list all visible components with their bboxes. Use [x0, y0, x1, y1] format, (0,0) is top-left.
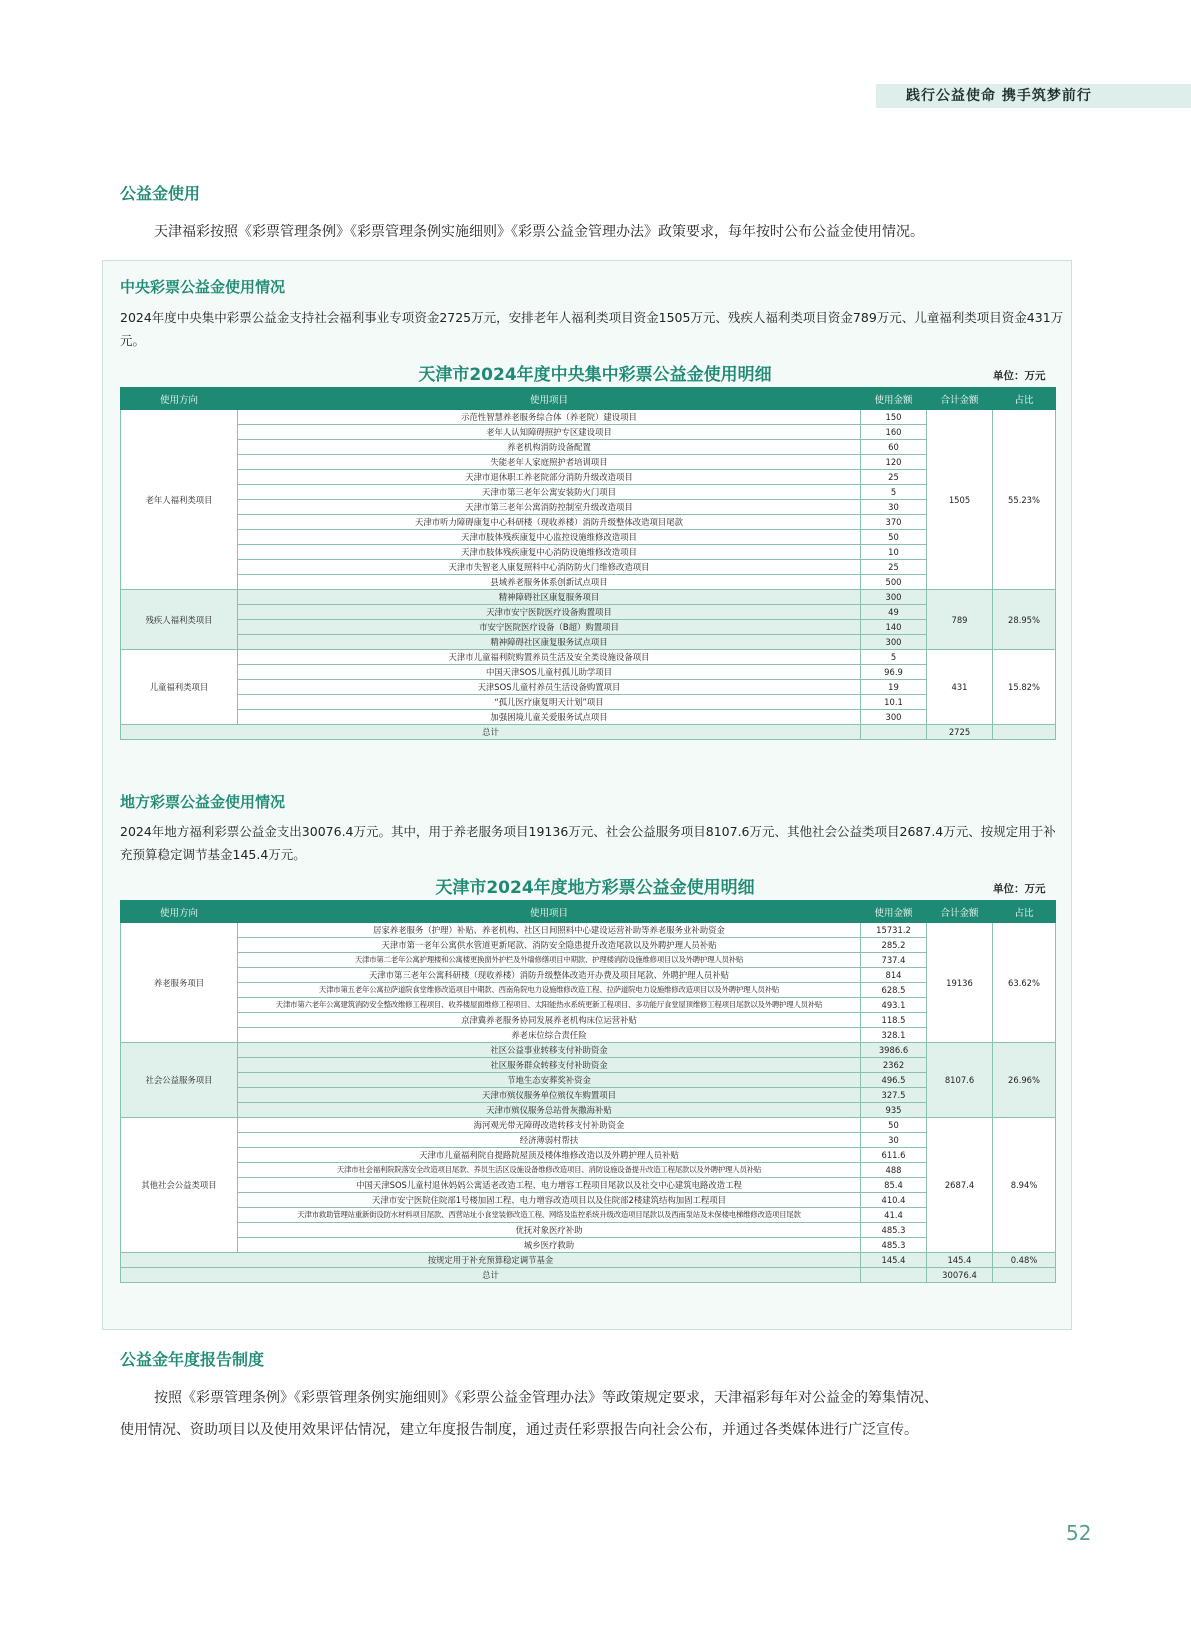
ratio-cell: 8.94%	[993, 1118, 1056, 1253]
table-header-row	[121, 901, 1056, 923]
amount-cell: 15731.2	[861, 923, 927, 938]
central-table-title: 天津市2024年度中央集中彩票公益金使用明细	[418, 365, 772, 385]
ratio-cell: 55.23%	[993, 410, 1056, 590]
paragraph-line: 天津福彩按照《彩票管理条例》《彩票管理条例实施细则》《彩票公益金管理办法》政策要求，每年按时公布公益金使用情况。	[154, 224, 924, 240]
project-cell: 节地生态安葬奖补资金	[238, 1073, 861, 1088]
project-cell: “孤儿医疗康复明天计划”项目	[238, 695, 861, 710]
amount-cell: 5	[861, 485, 927, 500]
group-total-cell: 2687.4	[927, 1118, 993, 1253]
column-header: 使用方向	[121, 388, 238, 410]
amount-cell: 611.6	[861, 1148, 927, 1163]
project-cell: 天津市救助管理站重新街设防水材料项目尾款、西营站址小食堂装修改造工程、网络及监控系统升级改造项目尾款以及西南泵站及未保楼电梯维修改造项目尾款	[238, 1208, 861, 1223]
table-row	[121, 1073, 1056, 1088]
amount-cell: 19	[861, 680, 927, 695]
table-row	[121, 650, 1056, 665]
table-row	[121, 1118, 1056, 1133]
amount-cell: 500	[861, 575, 927, 590]
direction-cell: 社会公益服务项目	[121, 1043, 238, 1118]
page-number: 52	[1066, 1521, 1092, 1545]
table-row	[121, 1223, 1056, 1238]
project-cell: 天津市退休职工养老院部分消防升级改造项目	[238, 470, 861, 485]
table-row	[121, 515, 1056, 530]
ratio-cell: 0.48%	[993, 1253, 1056, 1268]
amount-cell: 30	[861, 500, 927, 515]
central-paragraph: 2024年度中央集中彩票公益金支持社会福利事业专项资金2725万元，安排老年人福利类项目资金1505万元、残疾人福利类项目资金789万元、儿童福利类项目资金431万元。	[120, 310, 1064, 348]
amount-cell: 328.1	[861, 1028, 927, 1043]
table-row	[121, 560, 1056, 575]
project-cell: 天津市第三老年公寓安装防火门项目	[238, 485, 861, 500]
group-total-cell: 8107.6	[927, 1043, 993, 1118]
table-row	[121, 665, 1056, 680]
reserve-label-cell: 按规定用于补充预算稳定调节基金	[121, 1253, 861, 1268]
table-row	[121, 635, 1056, 650]
total-label-cell: 总计	[121, 725, 861, 740]
table-row	[121, 440, 1056, 455]
amount-cell: 10.1	[861, 695, 927, 710]
project-cell: 天津市第三老年公寓科研楼（现收养楼）消防升级整体改造开办费及项目尾款、外聘护理人员补贴	[238, 968, 861, 983]
direction-cell: 儿童福利类项目	[121, 650, 238, 725]
ratio-cell: 15.82%	[993, 650, 1056, 725]
table-row	[121, 500, 1056, 515]
reserve-row	[121, 1253, 1056, 1268]
project-cell: 天津市安宁医院住院部1号楼加固工程、电力增容改造项目以及住院部2楼建筑结构加固工程项目	[238, 1193, 861, 1208]
local-detail-table	[120, 900, 1056, 1283]
amount-cell: 935	[861, 1103, 927, 1118]
amount-cell: 5	[861, 650, 927, 665]
group-total-cell: 145.4	[927, 1253, 993, 1268]
section-usage-paragraph	[154, 216, 1064, 248]
project-cell: 天津市听力障碍康复中心科研楼（现收养楼）消防升级整体改造项目尾款	[238, 515, 861, 530]
project-cell: 居家养老服务（护理）补贴、养老机构、社区日间照料中心建设运营补助等养老服务业补助资金	[238, 923, 861, 938]
amount-cell: 485.3	[861, 1223, 927, 1238]
amount-cell: 25	[861, 560, 927, 575]
project-cell: 天津市第一老年公寓供水管道更新尾款、消防安全隐患提升改造尾款以及外聘护理人员补贴	[238, 938, 861, 953]
table-row	[121, 605, 1056, 620]
table-row	[121, 410, 1056, 425]
local-title: 地方彩票公益金使用情况	[120, 793, 286, 811]
project-cell: 县域养老服务体系创新试点项目	[238, 575, 861, 590]
amount-cell: 49	[861, 605, 927, 620]
project-cell: 天津市儿童福利院自提路院屋顶及楼体维修改造以及外聘护理人员补贴	[238, 1148, 861, 1163]
amount-cell: 327.5	[861, 1088, 927, 1103]
project-cell: 精神障碍社区康复服务试点项目	[238, 635, 861, 650]
amount-cell: 493.1	[861, 998, 927, 1013]
table-row	[121, 1088, 1056, 1103]
table-row	[121, 455, 1056, 470]
group-total-cell: 1505	[927, 410, 993, 590]
table-row	[121, 680, 1056, 695]
central-table-unit: 单位：万元	[993, 370, 1046, 382]
direction-cell: 其他社会公益类项目	[121, 1118, 238, 1253]
project-cell: 市安宁医院医疗设备（B超）购置项目	[238, 620, 861, 635]
table-row	[121, 1133, 1056, 1148]
local-table-title: 天津市2024年度地方彩票公益金使用明细	[435, 878, 755, 898]
project-cell: 天津市第三老年公寓消防控制室升级改造项目	[238, 500, 861, 515]
amount-cell: 3986.6	[861, 1043, 927, 1058]
section-title-usage: 公益金使用	[120, 184, 201, 203]
project-cell: 老年人认知障碍照护专区建设项目	[238, 425, 861, 440]
amount-cell: 10	[861, 545, 927, 560]
table-row	[121, 530, 1056, 545]
project-cell: 天津市第六老年公寓建筑消防安全整改维修工程项目、收养楼屋面维修工程项目、太阳能热水系统更新工程项目、多功能厅食堂屋顶维修工程项目尾款以及外聘护理人员补贴	[238, 998, 861, 1013]
amount-cell: 488	[861, 1163, 927, 1178]
table-row	[121, 1148, 1056, 1163]
amount-cell: 496.5	[861, 1073, 927, 1088]
column-header: 合计金额	[927, 388, 993, 410]
project-cell: 天津市社会福利院院落安全改造项目尾款、养员生活区设施设备维修改造项目、消防设施设备提升改造工程尾款以及外聘护理人员补贴	[238, 1163, 861, 1178]
project-cell: 经济薄弱村帮扶	[238, 1133, 861, 1148]
project-cell: 精神障碍社区康复服务项目	[238, 590, 861, 605]
section-title-report: 公益金年度报告制度	[120, 1350, 265, 1369]
project-cell: 示范性智慧养老服务综合体（养老院）建设项目	[238, 410, 861, 425]
ratio-cell: 28.95%	[993, 590, 1056, 650]
amount-cell: 737.4	[861, 953, 927, 968]
paragraph-line: 使用情况、资助项目以及使用效果评估情况，建立年度报告制度，通过责任彩票报告向社会公布，并通过各类媒体进行广泛宣传。	[120, 1422, 918, 1438]
column-header: 使用金额	[861, 901, 927, 923]
table-row	[121, 923, 1056, 938]
table-row	[121, 710, 1056, 725]
amount-cell: 814	[861, 968, 927, 983]
table-row	[121, 590, 1056, 605]
amount-cell: 50	[861, 1118, 927, 1133]
amount-cell: 41.4	[861, 1208, 927, 1223]
project-cell: 社区公益事业转移支付补助资金	[238, 1043, 861, 1058]
direction-cell: 养老服务项目	[121, 923, 238, 1043]
project-cell: 海河观光带无障碍改造转移支付补助资金	[238, 1118, 861, 1133]
column-header: 使用方向	[121, 901, 238, 923]
table-row	[121, 983, 1056, 998]
empty-cell	[993, 1268, 1056, 1283]
central-detail-table	[120, 387, 1056, 740]
local-table-unit: 单位：万元	[993, 883, 1046, 895]
project-cell: 天津SOS儿童村养员生活设备购置项目	[238, 680, 861, 695]
amount-cell: 300	[861, 590, 927, 605]
ratio-cell: 26.96%	[993, 1043, 1056, 1118]
table-row	[121, 575, 1056, 590]
table-row	[121, 620, 1056, 635]
project-cell: 京津冀养老服务协同发展养老机构床位运营补贴	[238, 1013, 861, 1028]
amount-cell: 410.4	[861, 1193, 927, 1208]
direction-cell: 老年人福利类项目	[121, 410, 238, 590]
table-row	[121, 470, 1056, 485]
table-row	[121, 695, 1056, 710]
amount-cell: 118.5	[861, 1013, 927, 1028]
direction-cell: 残疾人福利类项目	[121, 590, 238, 650]
project-cell: 优抚对象医疗补助	[238, 1223, 861, 1238]
amount-cell: 2362	[861, 1058, 927, 1073]
column-header: 合计金额	[927, 901, 993, 923]
amount-cell: 120	[861, 455, 927, 470]
group-total-cell: 789	[927, 590, 993, 650]
total-label-cell: 总计	[121, 1268, 861, 1283]
amount-cell: 370	[861, 515, 927, 530]
amount-cell: 50	[861, 530, 927, 545]
table-row	[121, 1178, 1056, 1193]
amount-cell: 140	[861, 620, 927, 635]
project-cell: 天津市肢体残疾康复中心监控设施维修改造项目	[238, 530, 861, 545]
empty-cell	[861, 725, 927, 740]
header-slogan: 践行公益使命 携手筑梦前行	[906, 88, 1092, 104]
local-paragraph: 2024年地方福利彩票公益金支出30076.4万元。其中，用于养老服务项目19136万元、社会公益服务项目8107.6万元、其他社会公益类项目2687.4万元、按规定用于补充预算稳定调节基金145.4万元。	[120, 824, 1056, 862]
table-row	[121, 998, 1056, 1013]
ratio-cell: 63.62%	[993, 923, 1056, 1043]
project-cell: 天津市儿童福利院购置养员生活及安全类设施设备项目	[238, 650, 861, 665]
project-cell: 城乡医疗救助	[238, 1238, 861, 1253]
empty-cell	[993, 725, 1056, 740]
project-cell: 社区服务群众转移支付补助资金	[238, 1058, 861, 1073]
project-cell: 天津市失智老人康复照料中心消防防火门维修改造项目	[238, 560, 861, 575]
amount-cell: 150	[861, 410, 927, 425]
table-row	[121, 1058, 1056, 1073]
table-row	[121, 1043, 1056, 1058]
amount-cell: 628.5	[861, 983, 927, 998]
table-row	[121, 485, 1056, 500]
column-header: 使用金额	[861, 388, 927, 410]
table-row	[121, 425, 1056, 440]
column-header: 使用项目	[238, 388, 861, 410]
section-report-paragraph	[120, 1382, 1070, 1446]
amount-cell: 96.9	[861, 665, 927, 680]
amount-cell: 300	[861, 635, 927, 650]
amount-cell: 300	[861, 710, 927, 725]
amount-cell: 30	[861, 1133, 927, 1148]
total-row	[121, 1268, 1056, 1283]
project-cell: 天津市殡仪服务总站骨灰撒海补贴	[238, 1103, 861, 1118]
project-cell: 天津市殡仪服务单位殡仪车购置项目	[238, 1088, 861, 1103]
table-row	[121, 1163, 1056, 1178]
table-row	[121, 545, 1056, 560]
amount-cell: 285.2	[861, 938, 927, 953]
total-row	[121, 725, 1056, 740]
table-row	[121, 1193, 1056, 1208]
table-row	[121, 968, 1056, 983]
column-header: 占比	[993, 388, 1056, 410]
group-total-cell: 431	[927, 650, 993, 725]
grand-total-cell: 30076.4	[927, 1268, 993, 1283]
table-row	[121, 1238, 1056, 1253]
amount-cell: 60	[861, 440, 927, 455]
amount-cell: 85.4	[861, 1178, 927, 1193]
amount-cell: 145.4	[861, 1253, 927, 1268]
project-cell: 天津市第二老年公寓护理楼和公寓楼更换窗外护栏及外墙修缮项目中期款、护理楼消防设施维修项目以及外聘护理人员补贴	[238, 953, 861, 968]
project-cell: 中国天津SOS儿童村退休妈妈公寓适老改造工程、电力增容工程项目尾款以及社交中心建筑电路改造工程	[238, 1178, 861, 1193]
table-row	[121, 953, 1056, 968]
project-cell: 加强困境儿童关爱服务试点项目	[238, 710, 861, 725]
grand-total-cell: 2725	[927, 725, 993, 740]
project-cell: 天津市第五老年公寓拉萨道院食堂维修改造项目中期款、西南角院电力设施维修改造工程、拉萨道院电力设施维修改造项目以及外聘护理人员补贴	[238, 983, 861, 998]
table-row	[121, 938, 1056, 953]
table-header-row	[121, 388, 1056, 410]
table-row	[121, 1028, 1056, 1043]
column-header: 使用项目	[238, 901, 861, 923]
central-title: 中央彩票公益金使用情况	[120, 278, 286, 296]
amount-cell: 25	[861, 470, 927, 485]
project-cell: 养老床位综合责任险	[238, 1028, 861, 1043]
table-row	[121, 1103, 1056, 1118]
empty-cell	[861, 1268, 927, 1283]
project-cell: 天津市肢体残疾康复中心消防设施维修改造项目	[238, 545, 861, 560]
table-row	[121, 1208, 1056, 1223]
project-cell: 中国天津SOS儿童村孤儿助学项目	[238, 665, 861, 680]
amount-cell: 160	[861, 425, 927, 440]
group-total-cell: 19136	[927, 923, 993, 1043]
table-row	[121, 1013, 1056, 1028]
project-cell: 失能老年人家庭照护者培训项目	[238, 455, 861, 470]
project-cell: 养老机构消防设备配置	[238, 440, 861, 455]
amount-cell: 485.3	[861, 1238, 927, 1253]
project-cell: 天津市安宁医院医疗设备购置项目	[238, 605, 861, 620]
paragraph-line: 按照《彩票管理条例》《彩票管理条例实施细则》《彩票公益金管理办法》等政策规定要求，天津福彩每年对公益金的筹集情况、	[154, 1390, 938, 1406]
column-header: 占比	[993, 901, 1056, 923]
